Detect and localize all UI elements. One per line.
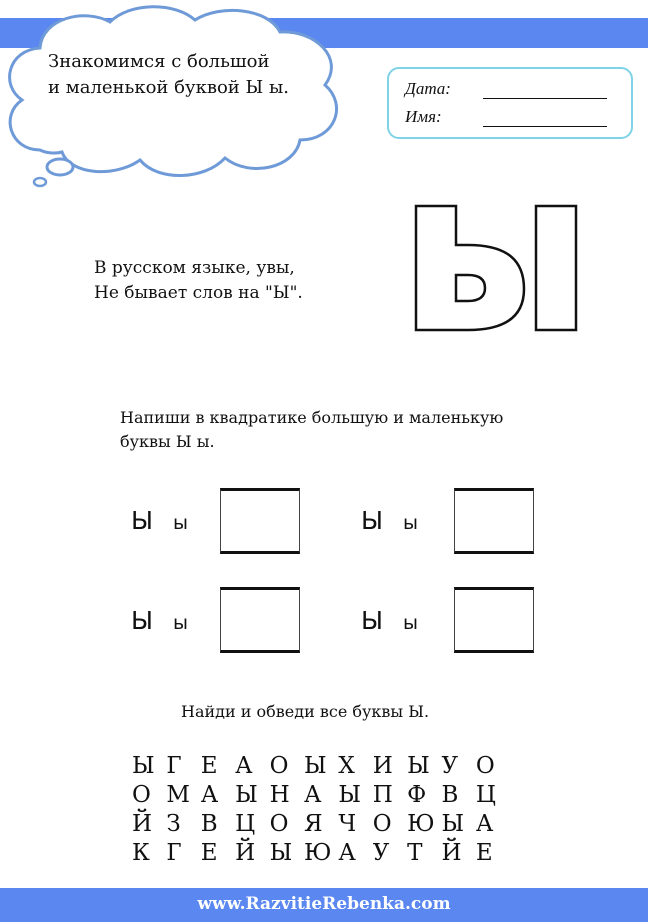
grid-letter[interactable]: М <box>166 782 190 808</box>
grid-letter[interactable]: И <box>372 753 393 779</box>
grid-letter[interactable]: Ч <box>338 811 357 837</box>
grid-letter[interactable]: Е <box>200 753 218 779</box>
poem-line1: В русском языке, увы, <box>94 258 295 278</box>
grid-letter[interactable]: Ы <box>303 753 327 779</box>
grid-letter[interactable]: Ы <box>235 782 258 808</box>
grid-letter[interactable]: О <box>269 811 289 837</box>
grid-letter[interactable]: О <box>475 753 495 779</box>
date-field-line[interactable] <box>483 98 607 99</box>
grid-row <box>132 839 510 868</box>
footer-site-link[interactable]: www.RazvitieRebenka.com <box>197 894 451 914</box>
grid-letter[interactable]: З <box>166 811 181 837</box>
cloud-title-line2: и маленькой буквой Ы ы. <box>48 77 289 98</box>
big-letter-outline <box>412 203 582 333</box>
cloud-title-line1: Знакомимся с большой <box>48 51 270 72</box>
grid-letter[interactable]: Х <box>338 753 355 779</box>
lower-letter: ы <box>173 612 189 634</box>
upper-letter: Ы <box>131 606 154 635</box>
grid-letter[interactable]: У <box>441 753 459 779</box>
grid-row <box>132 810 510 839</box>
grid-letter[interactable]: Т <box>407 840 423 866</box>
grid-letter[interactable]: О <box>269 753 289 779</box>
poem <box>94 256 303 306</box>
task1-instruction-line2: буквы Ы ы. <box>120 432 215 451</box>
upper-letter: Ы <box>361 606 384 635</box>
name-field-line[interactable] <box>483 126 607 127</box>
grid-letter[interactable]: Ю <box>303 840 332 866</box>
lower-letter: ы <box>173 512 189 534</box>
grid-letter[interactable]: Е <box>200 840 218 866</box>
task1-instruction <box>120 406 580 454</box>
grid-letter[interactable]: В <box>200 811 218 837</box>
grid-letter[interactable]: Ю <box>407 811 435 837</box>
poem-line2: Не бывает слов на "Ы". <box>94 283 303 303</box>
grid-letter[interactable]: Ф <box>407 782 427 808</box>
grid-letter[interactable]: Ы <box>269 840 293 866</box>
grid-letter[interactable]: Н <box>269 782 290 808</box>
answer-box[interactable] <box>454 587 534 653</box>
task1-instruction-line1: Напиши в квадратике большую и маленькую <box>120 408 504 427</box>
grid-row <box>132 781 510 810</box>
grid-letter[interactable]: О <box>132 782 151 808</box>
name-row <box>405 107 442 127</box>
letter-grid <box>132 752 510 868</box>
grid-letter[interactable]: Е <box>475 840 493 866</box>
grid-letter[interactable]: Ц <box>235 811 256 837</box>
grid-letter[interactable]: В <box>441 782 459 808</box>
grid-letter[interactable]: Ы <box>338 782 361 808</box>
grid-letter[interactable]: Г <box>166 840 182 866</box>
grid-letter[interactable]: А <box>303 782 322 808</box>
grid-letter[interactable]: Г <box>166 753 182 779</box>
info-box <box>387 67 633 139</box>
date-row <box>405 79 451 99</box>
grid-letter[interactable]: Ы <box>441 811 465 837</box>
answer-box[interactable] <box>220 488 300 554</box>
grid-letter[interactable]: А <box>235 753 253 779</box>
lower-letter: ы <box>403 612 419 634</box>
answer-box[interactable] <box>454 488 534 554</box>
grid-letter[interactable]: Ы <box>407 753 430 779</box>
grid-letter[interactable]: Й <box>441 840 462 866</box>
date-label: Дата: <box>405 79 451 98</box>
answer-box[interactable] <box>220 587 300 653</box>
name-label: Имя: <box>405 107 442 126</box>
lower-letter: ы <box>403 512 419 534</box>
grid-letter[interactable]: К <box>132 840 150 866</box>
grid-letter[interactable]: У <box>372 840 390 866</box>
grid-letter[interactable]: А <box>338 840 356 866</box>
upper-letter: Ы <box>361 506 384 535</box>
big-letter-caption: Ы <box>412 203 413 204</box>
grid-letter[interactable]: Я <box>303 811 323 837</box>
grid-letter[interactable]: П <box>372 782 393 808</box>
grid-row <box>132 752 510 781</box>
grid-letter[interactable]: Й <box>132 811 153 837</box>
cloud-title <box>48 49 338 101</box>
grid-letter[interactable]: А <box>475 811 494 837</box>
grid-letter[interactable]: А <box>200 782 219 808</box>
upper-letter: Ы <box>131 506 154 535</box>
grid-letter[interactable]: О <box>372 811 392 837</box>
grid-letter[interactable]: Ц <box>475 782 496 808</box>
grid-letter[interactable]: Ы <box>132 753 155 779</box>
task2-instruction: Найди и обведи все буквы Ы. <box>181 702 430 721</box>
grid-letter[interactable]: Й <box>235 840 256 866</box>
